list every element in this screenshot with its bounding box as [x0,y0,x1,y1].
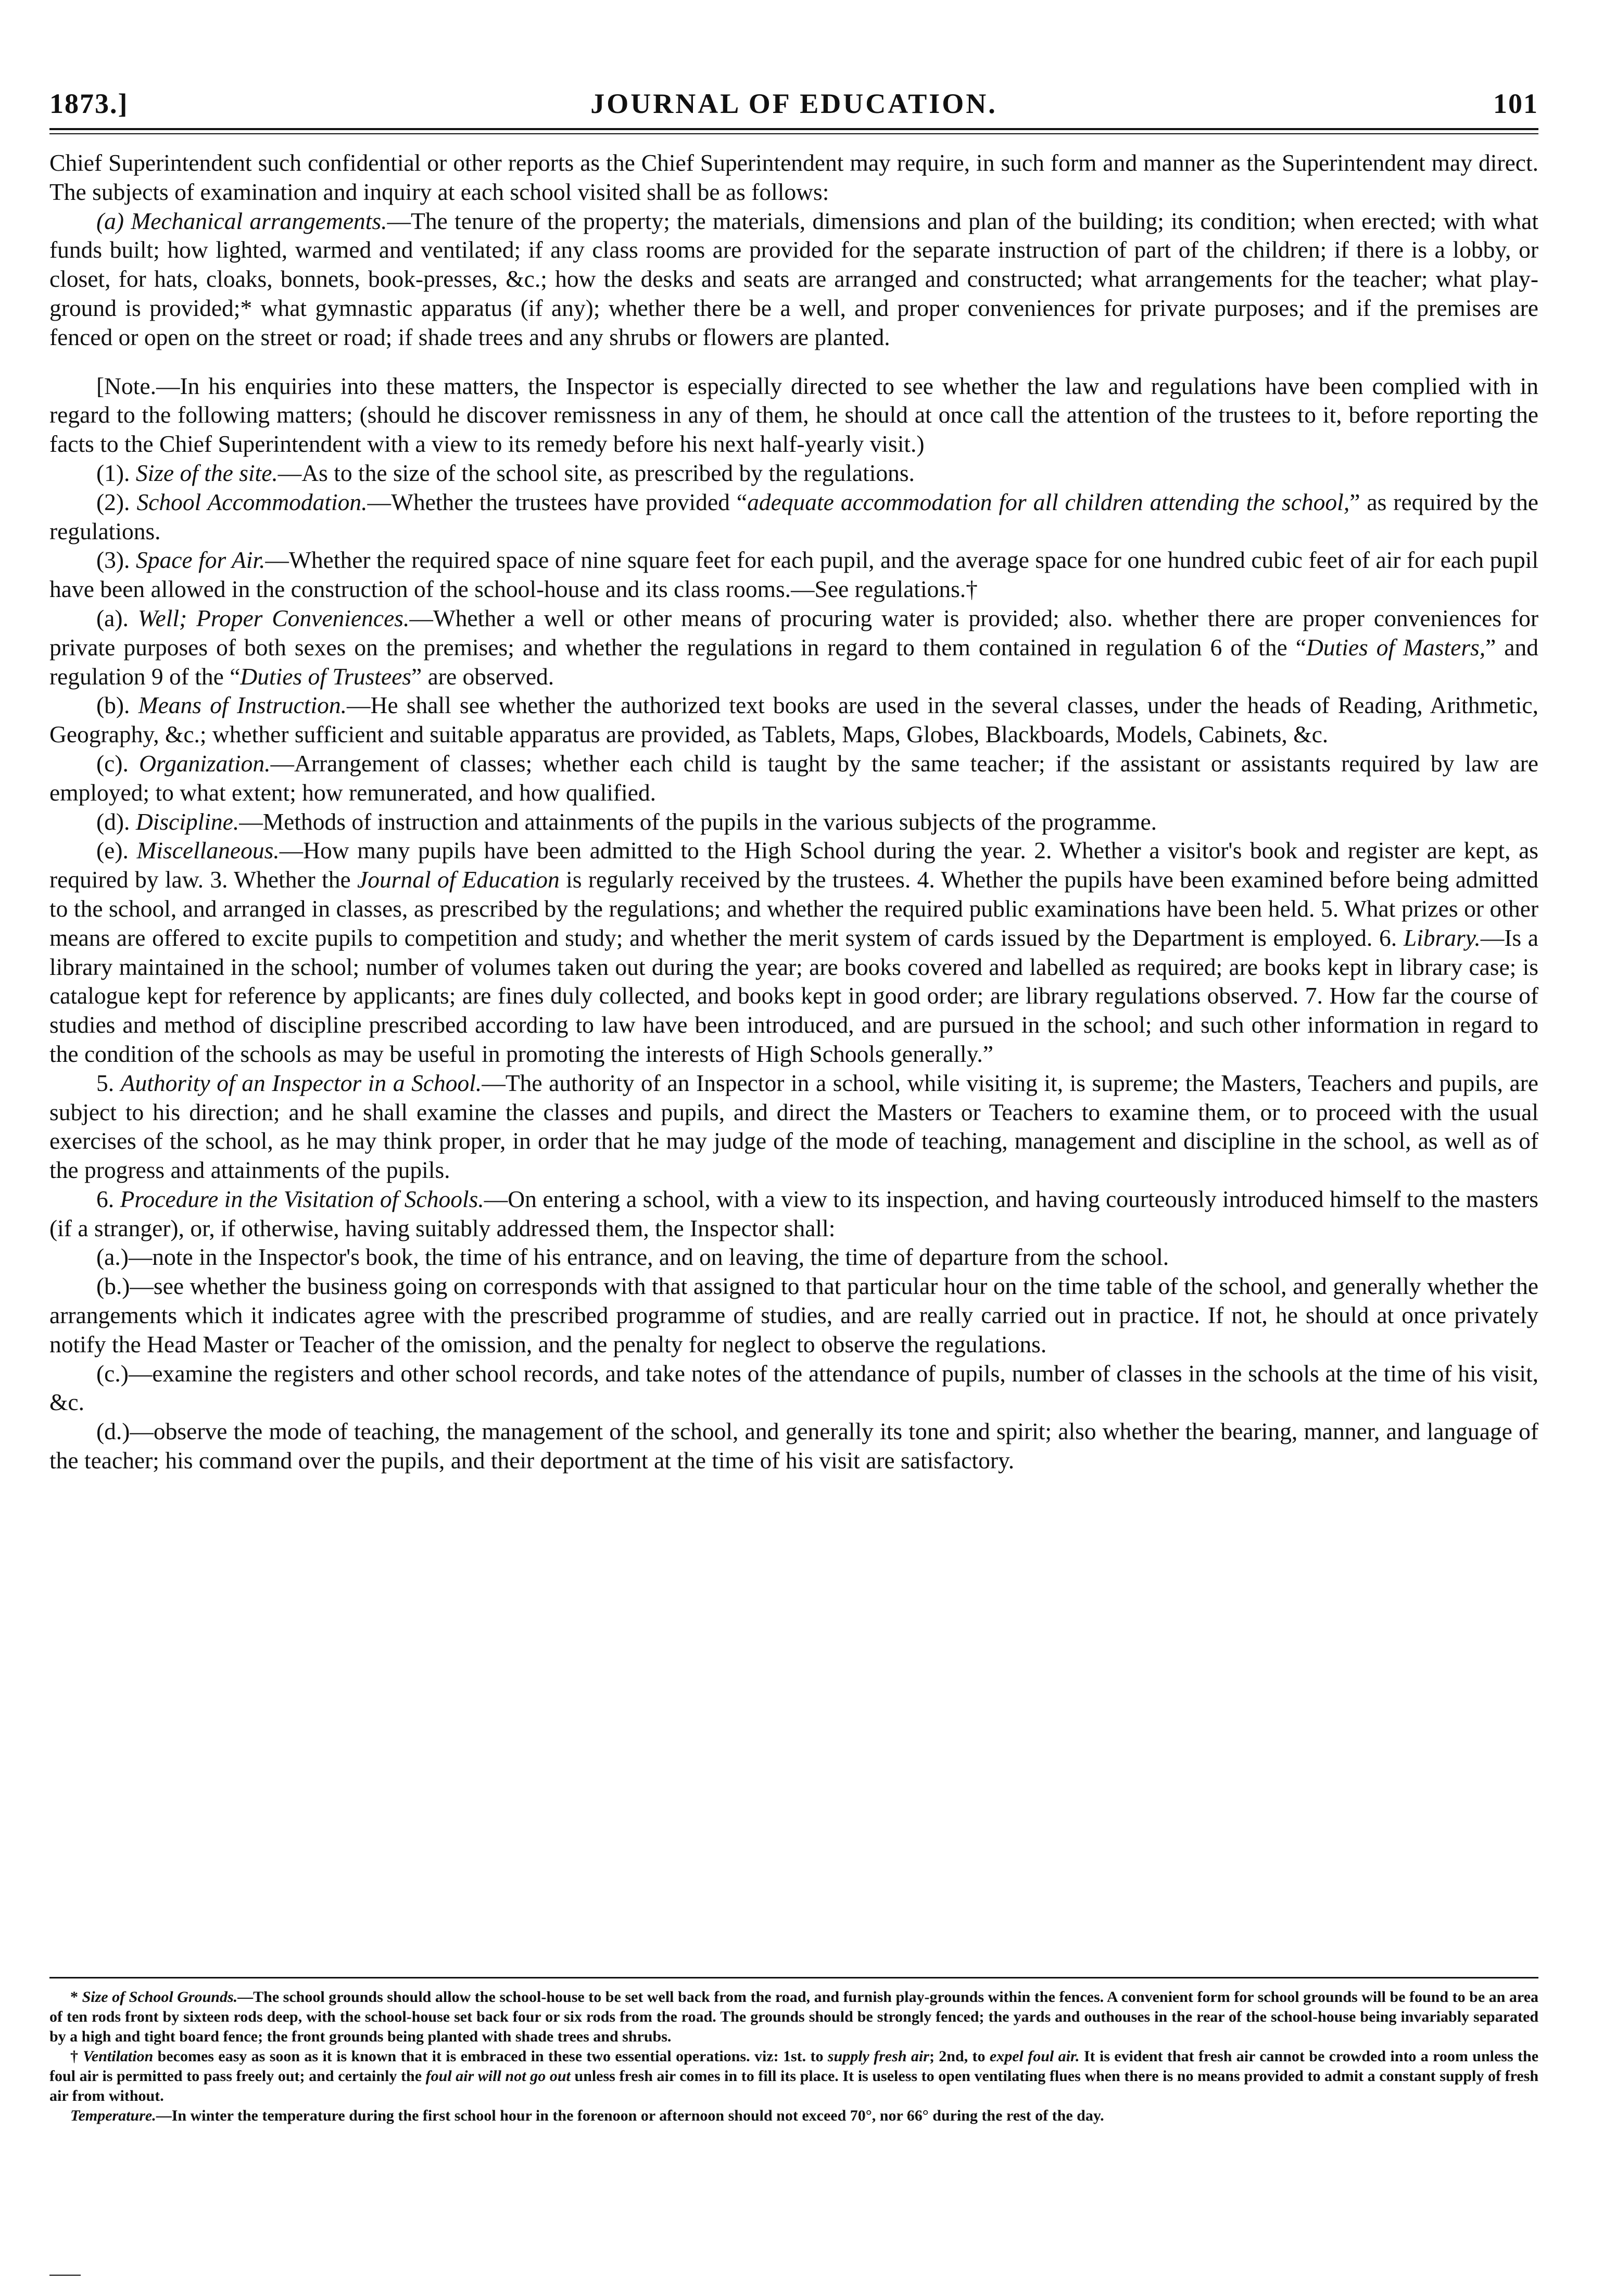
paragraph-size-of-site [49,459,1538,488]
item-number: (e). [96,837,137,864]
list-item: (d.)—observe the mode of teaching, the management of the school, and generally its tone and spirit; also whether the bearing, manner, and language of the teacher; his command over the pupils, and their deportment at the time of his visit are satisfactory. [49,1418,1538,1474]
paragraph-text: —The tenure of the property; the materials, dimensions and plan of the building; its condition; when erected; with what funds built; how lighted, warmed and ventilated; if any class rooms are provided for the separate instruction of part of the children; if there is a lobby, or closet, for hats, cloaks, bonnets, book-presses, &c.; how the desks and seats are arranged and constructed; what arrangements for the teacher; what play-ground is provided;* what gymnastic apparatus (if any); whether there be a well, and proper conveniences for private purposes; and if the premises are fenced or open on the street or road; if shade trees and any shrubs or flowers are planted. [49,207,1538,350]
paragraph-text: —Whether a well or other means of procuring water is provided; also. whether there are proper conveniences for private purposes of both sexes on the premises; and whether the regulations in regard to them contained in regulation 6 of the “ [49,604,1538,661]
paragraph-authority-of-inspector [49,1069,1538,1185]
paragraph-text: —Whether the trustees have provided “ [367,488,748,515]
footnote-text: becomes easy as soon as it is known that it is embraced in these two essential operations. viz: 1st. to [153,2048,828,2065]
paragraph-text: —The authority of an Inspector in a school, while visiting it, is supreme; the Masters, Teachers and pupils, are subject to his direction; and he shall examine the classes and pupils, and direct the Masters or Teachers to examine them, or to proceed with the usual exercises of the school, as he may think proper, in order that he may judge of the mode of teaching, management and discipline in the school, as well as of the progress and attainments of the pupils. [49,1069,1538,1184]
footnote-text: —The school grounds should allow the school-house to be set well back from the road, and furnish play-grounds within the fences. A convenient form for school grounds will be found to be an area of ten rods front by sixteen rods deep, with the school-house set back four or six rods from the road. The grounds should be strongly fenced; the yards and outhouses in the rear of the school-house being invariably separated by a high and tight board fence; the front grounds being planted with shade trees and shrubs. [49,1988,1539,2045]
paragraph-text: is regularly received by the trustees. 4. Whether the pupils have been examined before being admitted to the school, and arranged in classes, as prescribed by the regulations; and whether the required public examinations have been held. 5. What prizes or other means are offered to excite pupils to competition and study; and whether the merit system of cards issued by the Department is employed. 6. [49,866,1538,951]
item-number: (3). [96,547,136,574]
paragraph-miscellaneous [49,836,1538,1068]
item-number: (d). [96,808,136,835]
section-heading: Procedure in the Visitation of Schools. [120,1185,484,1212]
footnote-school-grounds [49,1987,1538,2047]
paragraph-text: ” and regulation 9 of the “ [49,633,1539,690]
paragraph-text: —Arrangement of classes; whether each child is taught by the same teacher; if the assistant or assistants required by law are employed; to what extent; how remunerated, and how qualified. [49,750,1538,806]
list-item: (a.)—note in the Inspector's book, the time of his entrance, and on leaving, the time of departure from the school. [96,1244,1169,1271]
footnote-text: It is evident that fresh air cannot be crowded into a room unless the foul air is permitted to pass freely out; and certainly the [49,2048,1539,2085]
paragraph-mechanical-arrangements [49,207,1538,352]
paragraph-space-for-air [49,546,1538,604]
paragraph: Chief Superintendent such confidential or other reports as the Chief Superintendent may require, in such form and manner as the Superintendent may direct. The subjects of examination and inquiry at each school visited shall be as follows: [49,149,1538,205]
quoted-text: Duties of Masters, [1306,633,1486,661]
quoted-text: Duties of Trustees [240,663,412,690]
paragraph-procedure-visitation [49,1185,1538,1243]
item-number: (a). [96,604,138,631]
section-heading: School Accommodation. [136,488,368,515]
paragraph-organization [49,749,1538,807]
paragraph-text: —Whether the required space of nine square feet for each pupil, and the average space for one hundred cubic feet of air for each pupil have been allowed in the construction of the school-house and its class rooms.—See regulations.† [49,547,1539,603]
bottom-edge-mark [49,2275,81,2276]
section-heading: Authority of an Inspector in a School. [120,1069,482,1096]
paragraph-school-accommodation [49,488,1538,546]
item-number: (1). [96,459,136,486]
note-paragraph: [Note.—In his enquiries into these matters, the Inspector is especially directed to see whether the law and regulations have been complied with in regard to the following matters; (should he discover remissness in any of them, he should at once call the attention of the trustees to it, before reporting the facts to the Chief Superintendent with a view to its remedy before his next half-yearly visit.) [49,372,1538,458]
section-heading: Library. [1403,924,1481,951]
section-heading: Size of the site. [135,459,278,486]
footnote-text: unless fresh air comes in to fill its place. It is useless to open ventilating flues when there is no means provided to admit a constant supply of fresh air from without. [49,2067,1538,2104]
header-year: 1873.] [49,88,129,119]
section-heading: Discipline. [135,808,239,835]
paragraph-text: —On entering a school, with a view to its inspection, and having courteously introduced himself to the masters (if a stranger), or, if otherwise, having suitably addressed them, the Inspector shall: [49,1185,1539,1241]
running-header [49,87,1538,124]
footnote-heading: Temperature. [70,2107,156,2124]
item-number: 5. [96,1069,121,1096]
section-heading: Means of Instruction. [138,692,347,719]
page-number: 101 [1493,88,1538,119]
paragraph-means-of-instruction [49,691,1538,749]
item-number: (2). [96,488,137,515]
footnote-emphasis: supply fresh air [827,2048,929,2065]
item-number: (b). [96,692,138,719]
quoted-text: adequate accommodation for all children attending the school, [747,488,1350,515]
journal-title: Journal of Education [357,866,560,893]
item-number: (c). [96,750,140,777]
footnote-ventilation [49,2047,1538,2106]
paragraph-text: ” as required by the regulations. [49,488,1538,544]
footnote-heading: Ventilation [83,2048,154,2065]
footnotes [49,1987,1538,2126]
footnote-rule [49,1977,1538,1978]
paragraph-well-conveniences [49,604,1538,691]
paragraph-text: —He shall see whether the authorized text books are used in the several classes, under the heads of Reading, Arithmetic, Geography, &c.; whether sufficient and suitable apparatus are provided, as Tablets, Maps, Globes, Blackboards, Models, Cabinets, &c. [49,692,1538,748]
header-rule-thin [49,133,1538,134]
footnote-mark: * [70,1988,82,2006]
item-number: 6. [96,1185,120,1212]
paragraph-discipline [49,807,1538,836]
footnote-heading: Size of School Grounds. [82,1988,238,2006]
section-heading: Miscellaneous. [136,837,280,864]
footnote-temperature [49,2106,1538,2126]
footnote-mark: † [70,2048,83,2065]
footnote-emphasis: foul air will not go out [425,2067,571,2085]
section-heading: Space for Air. [135,547,266,574]
section-heading: (a) Mechanical arrangements. [96,207,387,234]
paragraph-text: —Is a library maintained in the school; number of volumes taken out during the year; are books covered and labelled as required; are books kept in library case; is catalogue kept for reference by applicants; are fines duly collected, and books kept in good order; are library regulations observed. 7. How far the course of studies and method of discipline prescribed according to law have been introduced, and are pursued in the school; and such other information in regard to the condition of the schools as may be useful in promoting the interests of High Schools generally.” [49,924,1538,1067]
section-heading: Organization. [139,750,271,777]
header-title: JOURNAL OF EDUCATION. [590,88,998,119]
footnote-text: —In winter the temperature during the first school hour in the forenoon or afternoon should not exceed 70°, nor 66° during the rest of the day. [156,2107,1104,2124]
header-rule [49,128,1538,130]
paragraph-text: —As to the size of the school site, as prescribed by the regulations. [277,459,915,486]
paragraph-text: ” are observed. [411,663,554,690]
footnote-emphasis: expel foul air. [989,2048,1080,2065]
list-item: (c.)—examine the registers and other school records, and take notes of the attendance of pupils, number of classes in the schools at the time of his visit, &c. [49,1360,1538,1416]
main-text [49,148,1538,1475]
list-item: (b.)—see whether the business going on corresponds with that assigned to that particular hour on the time table of the school, and generally whether the arrangements which it indicates agree with the prescribed programme of studies, and are really carried out in practice. If not, he should at once privately notify the Head Master or Teacher of the omission, and the penalty for neglect to observe the regulations. [49,1273,1538,1358]
footnote-text: ; 2nd, to [929,2048,990,2065]
paragraph-text: —How many pupils have been admitted to the High School during the year. 2. Whether a visitor's book and register are kept, as required by law. 3. Whether the [49,837,1538,893]
section-heading: Well; Proper Conveniences. [137,604,410,631]
paragraph-text: —Methods of instruction and attainments of the pupils in the various subjects of the programme. [239,808,1157,835]
